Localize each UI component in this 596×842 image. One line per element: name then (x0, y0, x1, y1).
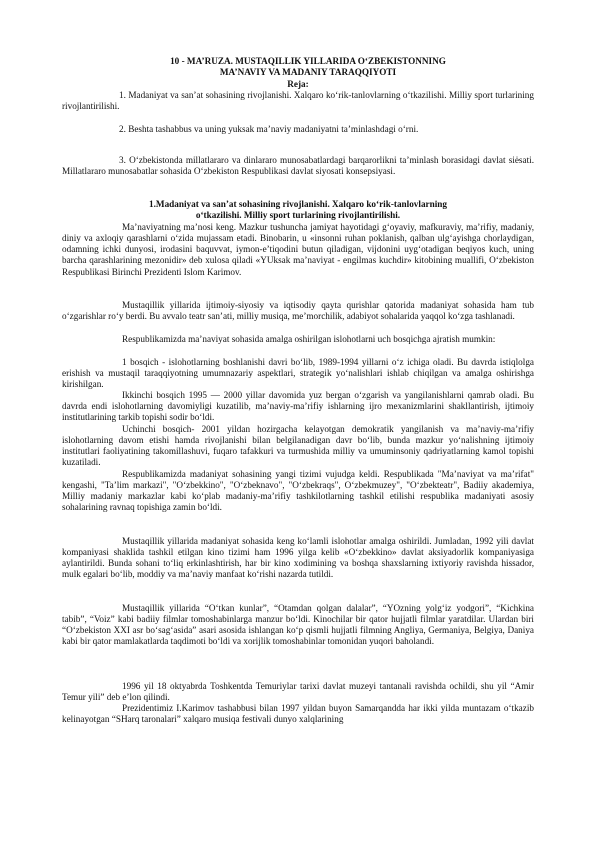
paragraph-4: 1 bosqich - islohotlarning boshlanishi davri bo‘lib, 1989-1994 yillarni o‘z ichiga oladi. Bu davrda istiqlolga erishish va mustaqil taraqqiyotning umumnazariy aspektlari, strategik yo‘nalishlari ishlab chiqilgan va amalga oshirishga kirishilgan. (62, 357, 534, 390)
paragraph-7: Respublikamizda madaniyat sohasining yangi tizimi vujudga keldi. Respublikada "Ma’naviyat va ma’rifat" kengashi, "Ta’lim markazi", "O‘zbekkino", "O‘zbeknavo", "O‘zbekraqs", O‘zbekmuzey", "O‘zbekteatr", Badiiy akademiya, Milliy madaniy markazlar kabi ko‘plab madaniy-ma’rifiy tashkilotlarning tashkil etilishi respublika madaniyati asosiy sohalarining ravnaq topishiga zamin bo‘ldi. (62, 469, 534, 513)
lecture-title-line-2: MA’NAVIY VA MADANIY TARAQQIYOTI (219, 67, 397, 77)
paragraph-5: Ikkinchi bosqich 1995 — 2000 yillar davomida yuz bergan o‘zgarish va yangilanishlarni qamrab oladi. Bu davrda endi islohotlarning davomiyligi kuzatilib, ma’naviy-ma’rifiy ishlarning ijro mexanizmlarini shakllantirish, ijtimoiy institutlarining tarkib topishi sodir bo‘ldi. (62, 390, 534, 423)
plan-label: Reja: (287, 79, 309, 89)
paragraph-3: Respublikamizda ma’naviyat sohasida amalga oshirilgan islohotlarni uch bosqichga ajratish mumkin: (122, 334, 496, 344)
paragraph-1: Ma’naviyatning ma’nosi keng. Mazkur tushuncha jamiyat hayotidagi g‘oyaviy, mafkuraviy, ma’rifiy, madaniy, diniy va axloqiy qarashlarni o‘zida mujassam etadi. Binobarin, u «insonni ruhan poklanish, qalban ulg‘ayishga chorlaydigan, odamning ichki dunyosi, irodasini baquvvat, iymon-e’tiqodini butun qiladigan, vijdonini uyg‘otadigan beqiyos kuch, uning barcha qarashlarining mezonidir» deb xulosa qiladi «YUksak ma’naviyat - engilmas kuchdir» kitobining muallifi, O‘zbekiston Respublikasi Birinchi Prezidenti Islom Karimov. (62, 222, 534, 277)
lecture-title-line-1: 10 - MA’RUZA. MUSTAQILLIK YILLARIDA O‘ZBEKISTONNING (170, 56, 446, 66)
paragraph-10: 1996 yil 18 oktyabrda Toshkentda Temuriylar tarixi davlat muzeyi tantanali ravishda ochildi, shu yil “Amir Temur yili” deb e’lon qilindi. (62, 681, 534, 703)
paragraph-11: Prezidentimiz I.Karimov tashabbusi bilan 1997 yildan buyon Samarqandda har ikki yilda muntazam o‘tkazib kelinayotgan “SHarq taronalari” xalqaro musiqa festivali dunyo xalqlarining (62, 703, 534, 725)
plan-item-3: 3. O‘zbekistonda millatlararo va dinlararo munosabatlardagi barqarorlikni ta’minlash borasidagi davlat siėsati. Millatlararo munosabatlar sohasida O‘zbekiston Respublikasi davlat siyosati konsepsiyasi. (62, 155, 534, 177)
section-1-heading-line-1: 1.Madaniyat va san’at sohasining rivojlanishi. Xalqaro ko‘rik-tanlovlarning (149, 199, 447, 209)
paragraph-2: Mustaqillik yillarida ijtimoiy-siyosiy va iqtisodiy qayta qurishlar qatorida madaniyat sohasida ham tub o‘zgarishlar ro‘y berdi. Bu avvalo teatr san’ati, milliy musiqa, me’morchilik, adabiyot sohalarida yaqqol ko‘zga tashlanadi. (62, 300, 534, 322)
paragraph-6: Uchinchi bosqich- 2001 yildan hozirgacha kelayotgan demokratik yangilanish va ma’naviy-ma’rifiy islohotlarning davom etishi hamda rivojlanishi bilan belgilanadigan davr bo‘lib, bunda mazkur yo‘nalishning ijtimoiy institutlari faoliyatining takomillashuvi, fuqaro tafakkuri va turmushida milliy va umuminsoniy qadriyatlarning kamol topishi kuzatiladi. (62, 424, 534, 468)
plan-item-2: 2. Beshta tashabbus va uning yuksak ma’naviy madaniyatni ta’minlashdagi o‘rni. (119, 124, 419, 134)
paragraph-8: Mustaqillik yillarida madaniyat sohasida keng ko‘lamli islohotlar amalga oshirildi. Jumladan, 1992 yili davlat kompaniyasi shaklida tashkil etilgan kino tizimi ham 1996 yilga kelib «O‘zbekkino» davlat aksiyadorlik kompaniyasiga aylantirildi. Bunda sohani to‘liq erkinlashtirish, har bir kino xodimining va boshqa shaxslarning ixtiyoriy ravishda hissador, mulk egalari bo‘lib, moddiy va ma’naviy manfaat ko‘rishi nazarda tutildi. (62, 536, 534, 580)
section-1-heading-line-2: o‘tkazilishi. Milliy sport turlarining rivojlantirilishi. (195, 210, 401, 220)
paragraph-9: Mustaqillik yillarida “O‘tkan kunlar”, “Otamdan qolgan dalalar”, “YOzning yolg‘iz yodgori”, “Kichkina tabib”, “Voiz” kabi badiiy filmlar tomoshabinlarga manzur bo‘ldi. Kinochilar bir qator hujjatli filmlar yaratdilar. Ulardan biri “O‘zbekiston XXI asr bo‘sag‘asida” asari asosida ishlangan ko‘p qismli hujjatli filmning Angliya, Germaniya, Belgiya, Daniya kabi bir qator mamlakatlarda taqdimoti bo‘ldi va xorijlik tomoshabinlar tomonidan yuqori baholandi. (62, 603, 534, 647)
plan-item-1: 1. Madaniyat va san’at sohasining rivojlanishi. Xalqaro ko‘rik-tanlovlarning o‘tkazilishi. Milliy sport turlarining rivojlantirilishi. (62, 90, 534, 112)
